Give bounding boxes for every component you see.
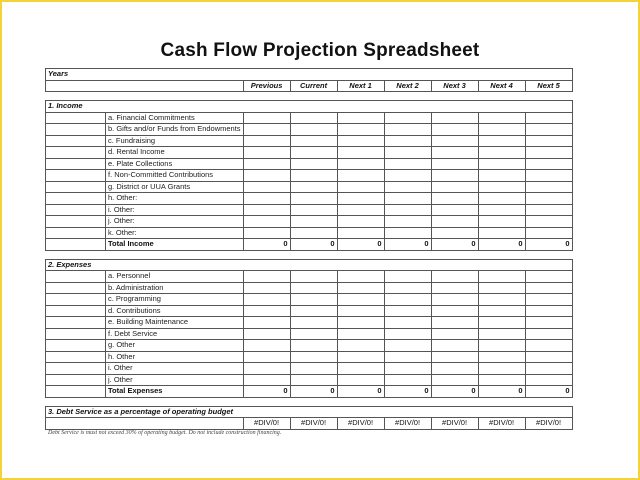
expenses-total-value: 0: [525, 386, 572, 398]
income-item-row: [46, 147, 573, 159]
input-cell[interactable]: [478, 294, 525, 306]
input-cell[interactable]: [478, 147, 525, 159]
input-cell[interactable]: [384, 271, 431, 283]
expenses-item-label: c. Programming: [106, 294, 244, 306]
income-total-row: [46, 239, 573, 251]
income-item-row: [46, 135, 573, 147]
input-cell[interactable]: [431, 227, 478, 239]
input-cell[interactable]: [337, 135, 384, 147]
input-cell[interactable]: [384, 112, 431, 124]
input-cell[interactable]: [431, 294, 478, 306]
input-cell[interactable]: [337, 351, 384, 363]
input-cell[interactable]: [384, 227, 431, 239]
input-cell[interactable]: [431, 340, 478, 352]
input-cell[interactable]: [384, 351, 431, 363]
input-cell[interactable]: [525, 204, 572, 216]
input-cell[interactable]: [431, 216, 478, 228]
input-cell[interactable]: [243, 124, 290, 136]
input-cell[interactable]: [431, 135, 478, 147]
input-cell[interactable]: [525, 363, 572, 375]
input-cell[interactable]: [243, 204, 290, 216]
row-spacer: [46, 227, 106, 239]
income-item-label: b. Gifts and/or Funds from Endowments: [106, 124, 244, 136]
input-cell[interactable]: [290, 305, 337, 317]
expenses-item-label: g. Other: [106, 340, 244, 352]
input-cell[interactable]: [525, 135, 572, 147]
input-cell[interactable]: [384, 374, 431, 386]
income-item-row: [46, 181, 573, 193]
expenses-item-row: [46, 305, 573, 317]
input-cell[interactable]: [384, 170, 431, 182]
debt-heading: 3. Debt Service as a percentage of operating budget: [46, 406, 573, 418]
input-cell[interactable]: [384, 305, 431, 317]
input-cell[interactable]: [243, 317, 290, 329]
income-total-value: 0: [384, 239, 431, 251]
input-cell[interactable]: [525, 227, 572, 239]
debt-value: #DIV/0!: [431, 418, 478, 430]
expenses-item-label: i. Other: [106, 363, 244, 375]
input-cell[interactable]: [337, 112, 384, 124]
income-total-value: 0: [525, 239, 572, 251]
expenses-item-label: f. Debt Service: [106, 328, 244, 340]
expenses-item-row: [46, 294, 573, 306]
income-item-row: [46, 158, 573, 170]
spacer-row: [46, 92, 573, 101]
input-cell[interactable]: [525, 170, 572, 182]
expenses-total-label: Total Expenses: [106, 386, 244, 398]
income-heading-row: [46, 101, 573, 113]
input-cell[interactable]: [431, 374, 478, 386]
input-cell[interactable]: [431, 181, 478, 193]
income-item-label: j. Other:: [106, 216, 244, 228]
input-cell[interactable]: [337, 216, 384, 228]
input-cell[interactable]: [431, 158, 478, 170]
row-spacer: [46, 328, 106, 340]
row-spacer: [46, 204, 106, 216]
spreadsheet: [45, 68, 573, 430]
expenses-heading: 2. Expenses: [46, 259, 573, 271]
income-item-row: [46, 124, 573, 136]
input-cell[interactable]: [525, 317, 572, 329]
input-cell[interactable]: [243, 112, 290, 124]
input-cell[interactable]: [243, 193, 290, 205]
input-cell[interactable]: [525, 271, 572, 283]
input-cell[interactable]: [337, 363, 384, 375]
input-cell[interactable]: [431, 124, 478, 136]
income-item-label: h. Other:: [106, 193, 244, 205]
input-cell[interactable]: [290, 124, 337, 136]
input-cell[interactable]: [478, 271, 525, 283]
input-cell[interactable]: [478, 340, 525, 352]
row-spacer: [46, 374, 106, 386]
column-header: Next 3: [431, 80, 478, 92]
input-cell[interactable]: [337, 340, 384, 352]
debt-value: #DIV/0!: [525, 418, 572, 430]
input-cell[interactable]: [290, 170, 337, 182]
input-cell[interactable]: [431, 170, 478, 182]
input-cell[interactable]: [431, 112, 478, 124]
input-cell[interactable]: [243, 170, 290, 182]
input-cell[interactable]: [384, 181, 431, 193]
input-cell[interactable]: [337, 271, 384, 283]
income-total-value: 0: [337, 239, 384, 251]
income-total-value: 0: [243, 239, 290, 251]
input-cell[interactable]: [290, 282, 337, 294]
row-spacer: [46, 216, 106, 228]
input-cell[interactable]: [243, 158, 290, 170]
income-heading: 1. Income: [46, 101, 573, 113]
input-cell[interactable]: [290, 317, 337, 329]
expenses-total-value: 0: [337, 386, 384, 398]
input-cell[interactable]: [290, 328, 337, 340]
column-header: Previous: [243, 80, 290, 92]
input-cell[interactable]: [384, 340, 431, 352]
input-cell[interactable]: [525, 374, 572, 386]
input-cell[interactable]: [290, 135, 337, 147]
income-item-row: [46, 204, 573, 216]
input-cell[interactable]: [243, 216, 290, 228]
input-cell[interactable]: [478, 363, 525, 375]
row-spacer: [46, 363, 106, 375]
column-header: Next 2: [384, 80, 431, 92]
input-cell[interactable]: [384, 328, 431, 340]
income-item-label: c. Fundraising: [106, 135, 244, 147]
row-spacer: [46, 135, 106, 147]
expenses-heading-row: [46, 259, 573, 271]
expenses-item-label: e. Building Maintenance: [106, 317, 244, 329]
input-cell[interactable]: [478, 282, 525, 294]
debt-heading-row: [46, 406, 573, 418]
input-cell[interactable]: [478, 216, 525, 228]
input-cell[interactable]: [431, 328, 478, 340]
input-cell[interactable]: [384, 363, 431, 375]
column-header: Current: [290, 80, 337, 92]
income-item-row: [46, 227, 573, 239]
spacer: [46, 250, 573, 259]
input-cell[interactable]: [384, 282, 431, 294]
row-spacer: [46, 112, 106, 124]
income-item-label: d. Rental Income: [106, 147, 244, 159]
input-cell[interactable]: [431, 147, 478, 159]
income-item-label: e. Plate Collections: [106, 158, 244, 170]
row-spacer: [46, 271, 106, 283]
income-total-label: Total Income: [106, 239, 244, 251]
spacer-row: [46, 397, 573, 406]
row-spacer: [46, 158, 106, 170]
input-cell[interactable]: [478, 227, 525, 239]
input-cell[interactable]: [337, 204, 384, 216]
input-cell[interactable]: [525, 181, 572, 193]
input-cell[interactable]: [290, 158, 337, 170]
input-cell[interactable]: [525, 305, 572, 317]
income-item-row: [46, 193, 573, 205]
income-total-value: 0: [431, 239, 478, 251]
input-cell[interactable]: [384, 317, 431, 329]
expenses-total-row: [46, 386, 573, 398]
input-cell[interactable]: [478, 135, 525, 147]
income-item-label: a. Financial Commitments: [106, 112, 244, 124]
input-cell[interactable]: [337, 170, 384, 182]
expenses-total-value: 0: [478, 386, 525, 398]
column-header: Next 5: [525, 80, 572, 92]
income-item-row: [46, 112, 573, 124]
row-spacer: [46, 317, 106, 329]
input-cell[interactable]: [431, 271, 478, 283]
input-cell[interactable]: [243, 271, 290, 283]
expenses-total-value: 0: [431, 386, 478, 398]
debt-values-row: [46, 418, 573, 430]
input-cell[interactable]: [290, 351, 337, 363]
input-cell[interactable]: [243, 227, 290, 239]
row-spacer: [46, 305, 106, 317]
input-cell[interactable]: [431, 282, 478, 294]
income-item-label: i. Other:: [106, 204, 244, 216]
row-spacer: [46, 181, 106, 193]
input-cell[interactable]: [243, 181, 290, 193]
spacer: [46, 92, 573, 101]
input-cell[interactable]: [525, 216, 572, 228]
input-cell[interactable]: [478, 124, 525, 136]
expenses-item-row: [46, 363, 573, 375]
input-cell[interactable]: [337, 328, 384, 340]
input-cell[interactable]: [525, 282, 572, 294]
input-cell[interactable]: [290, 216, 337, 228]
input-cell[interactable]: [525, 328, 572, 340]
input-cell[interactable]: [290, 204, 337, 216]
page-title: Cash Flow Projection Spreadsheet: [160, 40, 480, 61]
input-cell[interactable]: [290, 340, 337, 352]
input-cell[interactable]: [478, 181, 525, 193]
input-cell[interactable]: [290, 227, 337, 239]
input-cell[interactable]: [290, 181, 337, 193]
expenses-total-value: 0: [290, 386, 337, 398]
input-cell[interactable]: [478, 317, 525, 329]
expenses-item-label: d. Contributions: [106, 305, 244, 317]
input-cell[interactable]: [337, 124, 384, 136]
debt-value: #DIV/0!: [337, 418, 384, 430]
input-cell[interactable]: [431, 193, 478, 205]
input-cell[interactable]: [384, 124, 431, 136]
input-cell[interactable]: [337, 374, 384, 386]
input-cell[interactable]: [384, 147, 431, 159]
input-cell[interactable]: [290, 363, 337, 375]
expenses-item-row: [46, 328, 573, 340]
income-item-label: g. District or UUA Grants: [106, 181, 244, 193]
row-spacer: [46, 340, 106, 352]
debt-value: #DIV/0!: [478, 418, 525, 430]
years-row: [46, 69, 573, 81]
expenses-item-label: h. Other: [106, 351, 244, 363]
input-cell[interactable]: [337, 305, 384, 317]
input-cell[interactable]: [243, 282, 290, 294]
input-cell[interactable]: [478, 204, 525, 216]
column-header: Next 1: [337, 80, 384, 92]
input-cell[interactable]: [337, 181, 384, 193]
input-cell[interactable]: [431, 351, 478, 363]
row-spacer: [46, 239, 106, 251]
debt-value: #DIV/0!: [243, 418, 290, 430]
debt-value: #DIV/0!: [384, 418, 431, 430]
expenses-total-value: 0: [384, 386, 431, 398]
header-blank: [46, 80, 244, 92]
input-cell[interactable]: [337, 158, 384, 170]
input-cell[interactable]: [525, 112, 572, 124]
income-total-value: 0: [478, 239, 525, 251]
input-cell[interactable]: [525, 340, 572, 352]
input-cell[interactable]: [243, 135, 290, 147]
expenses-item-row: [46, 282, 573, 294]
input-cell[interactable]: [243, 340, 290, 352]
income-item-row: [46, 216, 573, 228]
input-cell[interactable]: [478, 351, 525, 363]
row-spacer: [46, 147, 106, 159]
input-cell[interactable]: [290, 147, 337, 159]
input-cell[interactable]: [384, 294, 431, 306]
debt-value: #DIV/0!: [290, 418, 337, 430]
input-cell[interactable]: [525, 294, 572, 306]
input-cell[interactable]: [525, 124, 572, 136]
expenses-item-label: j. Other: [106, 374, 244, 386]
row-spacer: [46, 351, 106, 363]
income-item-label: f. Non-Committed Contributions: [106, 170, 244, 182]
input-cell[interactable]: [431, 204, 478, 216]
expenses-total-value: 0: [243, 386, 290, 398]
input-cell[interactable]: [243, 363, 290, 375]
footnote: Debt Service is must not exceed 30% of operating budget. Do not include construction financing.: [48, 430, 282, 436]
column-header-row: [46, 80, 573, 92]
input-cell[interactable]: [384, 204, 431, 216]
input-cell[interactable]: [337, 193, 384, 205]
expenses-item-row: [46, 374, 573, 386]
input-cell[interactable]: [337, 227, 384, 239]
input-cell[interactable]: [525, 193, 572, 205]
spacer-row: [46, 250, 573, 259]
expenses-item-row: [46, 340, 573, 352]
income-total-value: 0: [290, 239, 337, 251]
expenses-item-row: [46, 271, 573, 283]
income-item-row: [46, 170, 573, 182]
input-cell[interactable]: [478, 193, 525, 205]
spacer: [46, 397, 573, 406]
column-header: Next 4: [478, 80, 525, 92]
row-spacer: [46, 124, 106, 136]
row-spacer: [46, 193, 106, 205]
years-label: Years: [46, 69, 573, 81]
input-cell[interactable]: [243, 374, 290, 386]
input-cell[interactable]: [478, 170, 525, 182]
input-cell[interactable]: [243, 294, 290, 306]
input-cell[interactable]: [290, 193, 337, 205]
expenses-item-row: [46, 317, 573, 329]
input-cell[interactable]: [478, 374, 525, 386]
input-cell[interactable]: [478, 112, 525, 124]
input-cell[interactable]: [290, 374, 337, 386]
input-cell[interactable]: [337, 282, 384, 294]
input-cell[interactable]: [384, 158, 431, 170]
row-spacer: [46, 170, 106, 182]
input-cell[interactable]: [243, 351, 290, 363]
input-cell[interactable]: [431, 363, 478, 375]
row-spacer: [46, 386, 106, 398]
input-cell[interactable]: [384, 135, 431, 147]
input-cell[interactable]: [525, 351, 572, 363]
input-cell[interactable]: [243, 328, 290, 340]
input-cell[interactable]: [478, 305, 525, 317]
debt-blank: [46, 418, 244, 430]
input-cell[interactable]: [290, 112, 337, 124]
input-cell[interactable]: [478, 328, 525, 340]
input-cell[interactable]: [290, 271, 337, 283]
income-item-label: k. Other:: [106, 227, 244, 239]
input-cell[interactable]: [337, 147, 384, 159]
input-cell[interactable]: [384, 216, 431, 228]
input-cell[interactable]: [431, 305, 478, 317]
row-spacer: [46, 294, 106, 306]
input-cell[interactable]: [525, 158, 572, 170]
input-cell[interactable]: [478, 158, 525, 170]
input-cell[interactable]: [431, 317, 478, 329]
expenses-item-label: a. Personnel: [106, 271, 244, 283]
expenses-item-row: [46, 351, 573, 363]
expenses-item-label: b. Administration: [106, 282, 244, 294]
row-spacer: [46, 282, 106, 294]
input-cell[interactable]: [525, 147, 572, 159]
input-cell[interactable]: [337, 294, 384, 306]
input-cell[interactable]: [243, 305, 290, 317]
input-cell[interactable]: [290, 294, 337, 306]
input-cell[interactable]: [384, 193, 431, 205]
input-cell[interactable]: [337, 317, 384, 329]
input-cell[interactable]: [243, 147, 290, 159]
